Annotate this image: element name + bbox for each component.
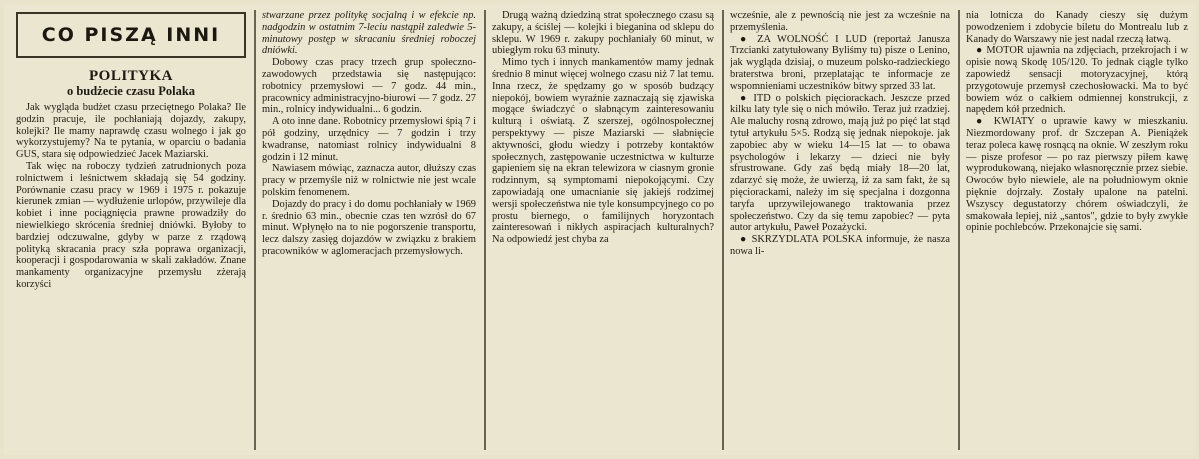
column-1 bbox=[16, 68, 246, 448]
column-rule bbox=[958, 10, 960, 450]
paragraph: nia lotnicza do Kanady cieszy się dużym powodzeniem i zdobycie biletu do Montrealu lub z Kanady do Warszawy nie jest nadal rzeczą łatwą. bbox=[966, 10, 1188, 45]
paragraph: ● SKRZYDLATA POLSKA informuje, że nasza nowa li- bbox=[730, 234, 950, 257]
section-header bbox=[16, 12, 246, 58]
article-subtitle: o budżecie czasu Polaka bbox=[66, 84, 196, 98]
paragraph: Jak wygląda budżet czasu przeciętnego Polaka? Ile godzin pracuje, ile pochłaniają dojazdy, zakupy, kolejki? Ile mamy naprawdę czasu wolnego i jak go wykorzystujemy? Na te pytania, w oparciu o badania GUS, stara się odpowiedzieć Jacek Maziarski. bbox=[16, 102, 246, 161]
section-header-label: CO PISZĄ INNI bbox=[41, 24, 221, 46]
paragraph: Drugą ważną dziedziną strat społecznego czasu są zakupy, a ściślej — kolejki i bieganina od sklepu do sklepu. W 1969 r. zakupy pochłaniały 60 minut, w ubiegłym roku 63 minuty. bbox=[492, 10, 714, 57]
column-3 bbox=[492, 10, 714, 450]
paragraph: ● MOTOR ujawnia na zdjęciach, przekrojach i w opisie nową Skodę 105/120. To jednak ciągle tylko zapowiedź sensacji motoryzacyjnej, którą przygotowuje przemysł czechosłowacki. Ma to być bowiem wóz o całkiem odmiennej konstrukcji, z napędem kół przednich. bbox=[966, 45, 1188, 116]
paragraph: Dobowy czas pracy trzech grup społeczno-zawodowych przedstawia się następująco: robotnicy przemysłowi — 7 godz. 44 min., pracownicy administracyjno-biurowi — 7 godz. 27 min., rolnicy indywidualni... 6 godzin. bbox=[262, 57, 476, 116]
column-2 bbox=[262, 10, 476, 450]
paragraph: Mimo tych i innych mankamentów mamy jednak średnio 8 minut więcej wolnego czasu niż 7 lat temu. Inna rzecz, że spędzamy go w sposób budzący niepokój, bowiem wyraźnie zaznaczają się zjawiska mogące świadczyć o słabnącym zainteresowaniu kulturą i oświatą. Z szerszej, ogólnospołecznej perspektywy — pisze Maziarski — słabnięcie aktywności, głodu wiedzy i potrzeby kontaktów społecznych, zastępowanie uczestnictwa w kulturze gapieniem się na ekran telewizora w ciasnym gronie rodzinnym, są symptomami niepokojącymi. Czy zapowiadają one umacnianie się jakiejś rodzimej wersji społeczeństwa nie tyle konsumpcyjnego co po prostu biernego, o familijnych horyzontach zainteresowań i nikłych aspiracjach kulturalnych? Na odpowiedź jest chyba za bbox=[492, 57, 714, 246]
column-5 bbox=[966, 10, 1188, 450]
column-rule bbox=[484, 10, 486, 450]
paragraph: Tak więc na roboczy tydzień zatrudnionych poza rolnictwem i leśnictwem składają się 54 godziny. Porównanie czasu pracy w 1969 i 1975 r. pokazuje kierunek zmian — wydłużenie urlopów, przywileje dla kobiet i inne pociągnięcia prawne prowadziły do niewielkiego skrócenia średniej dniówki. Byłoby to bardziej odczuwalne, gdyby w parze z rządową polityką skracania pracy szła poprawa organizacji, kooperacji i gospodarowania w skali zakładów. Znane mankamenty organizacyjne przemysłu zżerają korzyści bbox=[16, 160, 246, 290]
paragraph: ● KWIATY o uprawie kawy w mieszkaniu. Niezmordowany prof. dr Szczepan A. Pieniążek teraz poleca kawę rosnącą na oknie. W zeszłym roku — pisze profesor — po raz pierwszy piłem kawę wyprodukowaną, niejako własnoręcznie przez siebie. Owoców było niewiele, ale na południowym oknie pięknie dojrzały. Zostały upalone na patelni. Wszyscy degustatorzy chórem oświadczyli, że smakowała lepiej, niż „santos", gdzie to były zwykłe opinie pochlebców. Przekonajcie się sami. bbox=[966, 116, 1188, 234]
column-4 bbox=[730, 10, 950, 450]
article-title: POLITYKA bbox=[88, 68, 173, 84]
paragraph: A oto inne dane. Robotnicy przemysłowi śpią 7 i pół godziny, urzędnicy — 7 godzin i trzy kwadranse, natomiast rolnicy indywidualni 8 godzin i 12 minut. bbox=[262, 116, 476, 163]
paragraph: Dojazdy do pracy i do domu pochłaniały w 1969 r. średnio 63 min., obecnie czas ten wzrósł do 67 minut. Wpłynęło na to nie pogorszenie transportu, lecz dalszy zasięg dojazdów w związku z brakiem pracowników w aglomeracjach przemysłowych. bbox=[262, 198, 476, 257]
column-rule bbox=[254, 10, 256, 450]
newspaper-page bbox=[4, 4, 1195, 455]
paragraph: ● ZA WOLNOŚĆ I LUD (reportaż Janusza Trzcianki zatytułowany Byliśmy tu) pisze o Lenino, jak wygląda dzisiaj, o muzeum polsko-radzieckiego braterstwa broni, przeplatając te informacje ze wspomnieniami uczestników bitwy sprzed 33 lat. bbox=[730, 33, 950, 92]
paragraph: Nawiasem mówiąc, zaznacza autor, dłuższy czas pracy w przemyśle niż w rolnictwie nie jest wcale polskim fenomenem. bbox=[262, 163, 476, 198]
paragraph: stwarzane przez politykę socjalną i w efekcie np. nadgodzin w ostatnim 7-leciu nastąpił zaledwie 5-minutowy postęp w skracaniu średniej roboczej dniówki. bbox=[262, 10, 476, 57]
paragraph: wcześnie, ale z pewnością nie jest za wcześnie na przemyślenia. bbox=[730, 10, 950, 33]
paragraph: ● ITD o polskich pięciorackach. Jeszcze przed kilku laty tyle się o nich mówiło. Teraz już rzadziej. Ale maluchy rosną zdrowo, mają już po pięć lat stąd tytuł artykułu 5×5. Rodzą się jednak niepokoje. jak zapobiec aby w wieku 14—15 lat — to obawa psychologów i lekarzy — dzieci nie były sfrustrowane. Gdy zaś będą miały 18—20 lat, zdarzyć się może, że uwierzą, iż za sam fakt, że są pięciorackami, należy im się specjalna i dozgonna taryfa uprzywilejowanego traktowania przez społeczeństwo. Czy da się temu zapobiec? — pyta autor artykułu, Paweł Pozażycki. bbox=[730, 92, 950, 234]
column-rule bbox=[722, 10, 724, 450]
